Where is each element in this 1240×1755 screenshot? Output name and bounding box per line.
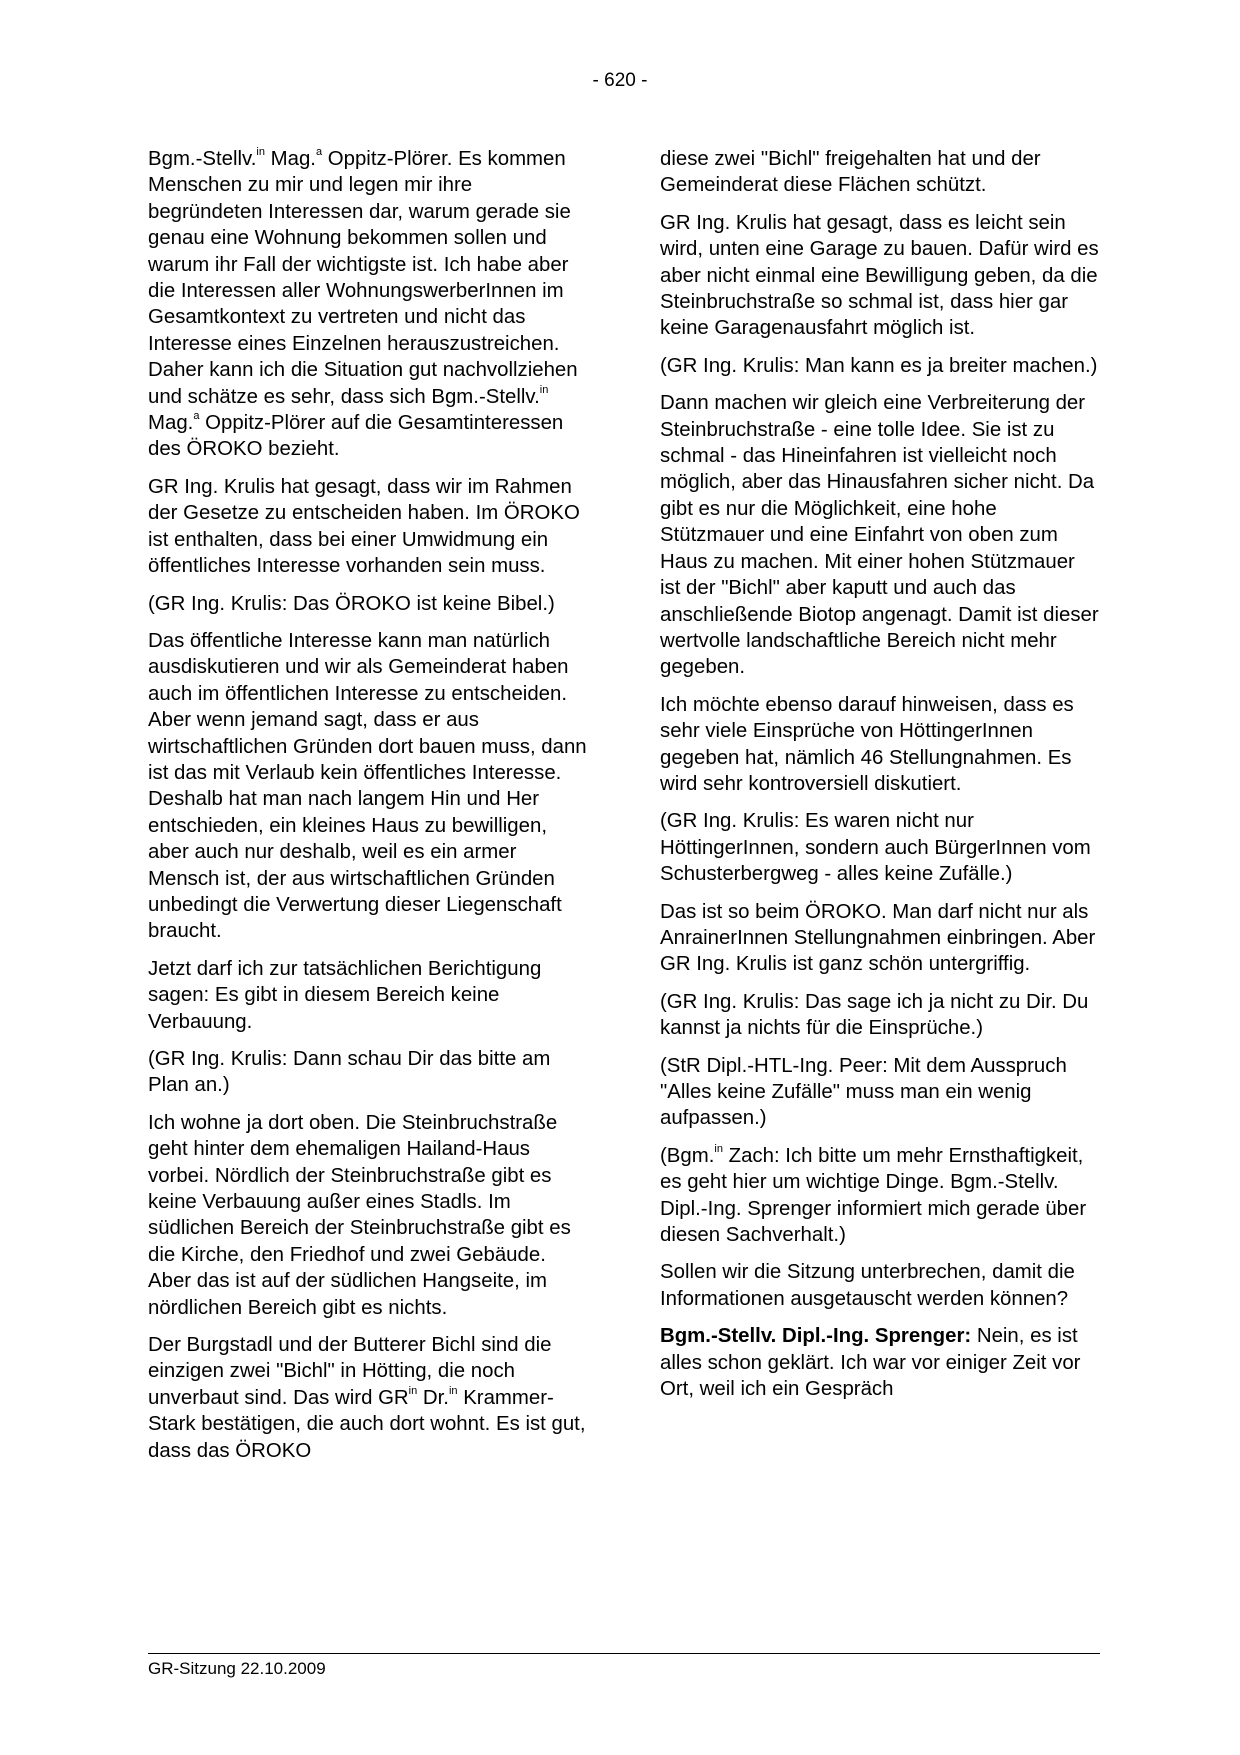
paragraph: (GR Ing. Krulis: Es waren nicht nur HöttingerInnen, sondern auch BürgerInnen vom Schusterbergweg - alles keine Zufälle.) — [660, 810, 1091, 886]
speaker-name: Bgm.-Stellv. Dipl.-Ing. Sprenger: — [660, 1325, 972, 1348]
left-column — [148, 146, 588, 1475]
paragraph: (GR Ing. Krulis: Das ÖROKO ist keine Bibel.) — [148, 592, 555, 615]
paragraph: Dann machen wir gleich eine Verbreiterung der Steinbruchstraße - eine tolle Idee. Sie ist zu schmal - das Hineinfahren ist vielleicht noch möglich, aber das Hinausfahren sicher nicht. Da gibt es nur die Möglichkeit, eine hohe Stützmauer und eine Einfahrt von oben zum Haus zu machen. Mit einer hohen Stützmauer ist der "Bichl" aber kaputt und auch das anschließende Biotop angenagt. Damit ist dieser wertvolle landschaftliche Bereich nicht mehr gegeben. — [660, 392, 1099, 679]
paragraph: Das öffentliche Interesse kann man natürlich ausdiskutieren und wir als Gemeinderat haben auch im öffentlichen Interesse zu entscheiden. Aber wenn jemand sagt, dass er aus wirtschaftlichen Gründen dort bauen muss, dann ist das mit Verlaub kein öffentliches Interesse. Deshalb hat man nach langem Hin und Her entschieden, ein kleines Haus zu bewilligen, aber auch nur deshalb, weil es ein armer Mensch ist, der aus wirtschaftlichen Gründen unbedingt die Verwertung dieser Liegenschaft braucht. — [148, 629, 587, 943]
paragraph: (GR Ing. Krulis: Dann schau Dir das bitte am Plan an.) — [148, 1048, 551, 1097]
paragraph: Bgm.-Stellv.$^{in}$ Mag.$^a$ Oppitz-Plörer. Es kommen Menschen zu mir und legen mir ihre begründeten Interessen dar, warum gerade sie genau eine Wohnung bekommen sollen und warum ihr Fall der wichtigste ist. Ich habe aber die Interessen aller WohnungswerberInnen im Gesamtkontext zu vertreten und nicht das Interesse eines Einzelnen herauszustreichen. Daher kann ich die Situation gut nachvollziehen und schätze es sehr, dass sich Bgm.-Stellv.$^{in}$ Mag.$^a$ Oppitz-Plörer auf die Gesamtinteressen des ÖROKO bezieht. — [148, 146, 578, 461]
paragraph: diese zwei "Bichl" freigehalten hat und der Gemeinderat diese Flächen schützt. — [660, 148, 1041, 197]
speaker-text: Nein, es ist alles schon geklärt. Ich war vor einiger Zeit vor Ort, weil ich ein Gespräch — [660, 1325, 1081, 1401]
paragraph: (StR Dipl.-HTL-Ing. Peer: Mit dem Ausspruch "Alles keine Zufälle" muss man ein wenig aufpassen.) — [660, 1054, 1067, 1130]
paragraph: (GR Ing. Krulis: Man kann es ja breiter machen.) — [660, 354, 1098, 377]
page-number: - 620 - — [592, 70, 648, 91]
paragraph: Ich möchte ebenso darauf hinweisen, dass es sehr viele Einsprüche von HöttingerInnen gegeben hat, nämlich 46 Stellungnahmen. Es wird sehr kontroversiell diskutiert. — [660, 693, 1074, 795]
paragraph: (Bgm.$^{in}$ Zach: Ich bitte um mehr Ernsthaftigkeit, es geht hier um wichtige Dinge. Bgm.-Stellv. Dipl.-Ing. Sprenger informiert mich gerade über diesen Sachverhalt.) — [660, 1143, 1087, 1247]
paragraph: GR Ing. Krulis hat gesagt, dass es leicht sein wird, unten eine Garage zu bauen. Dafür wird es aber nicht einmal eine Bewilligung geben, da die Steinbruchstraße so schmal ist, dass hier gar keine Garagenausfahrt möglich ist. — [660, 211, 1099, 340]
paragraph: Das ist so beim ÖROKO. Man darf nicht nur als AnrainerInnen Stellungnahmen einbringen. Aber GR Ing. Krulis ist ganz schön untergriffig. — [660, 900, 1096, 976]
right-column — [660, 146, 1100, 1413]
paragraph: Sollen wir die Sitzung unterbrechen, damit die Informationen ausgetauscht werden können? — [660, 1261, 1075, 1310]
paragraph: Jetzt darf ich zur tatsächlichen Berichtigung sagen: Es gibt in diesem Bereich keine Verbauung. — [148, 957, 542, 1033]
footer-text: GR-Sitzung 22.10.2009 — [148, 1659, 326, 1678]
footer-rule — [148, 1653, 1100, 1654]
paragraph: (GR Ing. Krulis: Das sage ich ja nicht zu Dir. Du kannst ja nichts für die Einsprüche.) — [660, 990, 1089, 1040]
paragraph: GR Ing. Krulis hat gesagt, dass wir im Rahmen der Gesetze zu entscheiden haben. Im ÖROKO ist enthalten, dass bei einer Umwidmung ein öffentliches Interesse vorhanden sein muss. — [148, 475, 580, 578]
paragraph-speaker — [660, 1323, 1100, 1402]
paragraph: Ich wohne ja dort oben. Die Steinbruchstraße geht hinter dem ehemaligen Hailand-Haus vorbei. Nördlich der Steinbruchstraße gibt es keine Verbauung außer eines Stadls. Im südlichen Bereich der Steinbruchstraße gibt es die Kirche, den Friedhof und zwei Gebäude. Aber das ist auf der südlichen Hangseite, im nördlichen Bereich gibt es nichts. — [148, 1111, 571, 1319]
paragraph: Der Burgstadl und der Butterer Bichl sind die einzigen zwei "Bichl" in Hötting, die noch unverbaut sind. Das wird $GR^{in}$ Dr.$^{in}$ Krammer-Stark bestätigen, die auch dort wohnt. Es ist gut, dass das ÖROKO — [148, 1334, 586, 1462]
